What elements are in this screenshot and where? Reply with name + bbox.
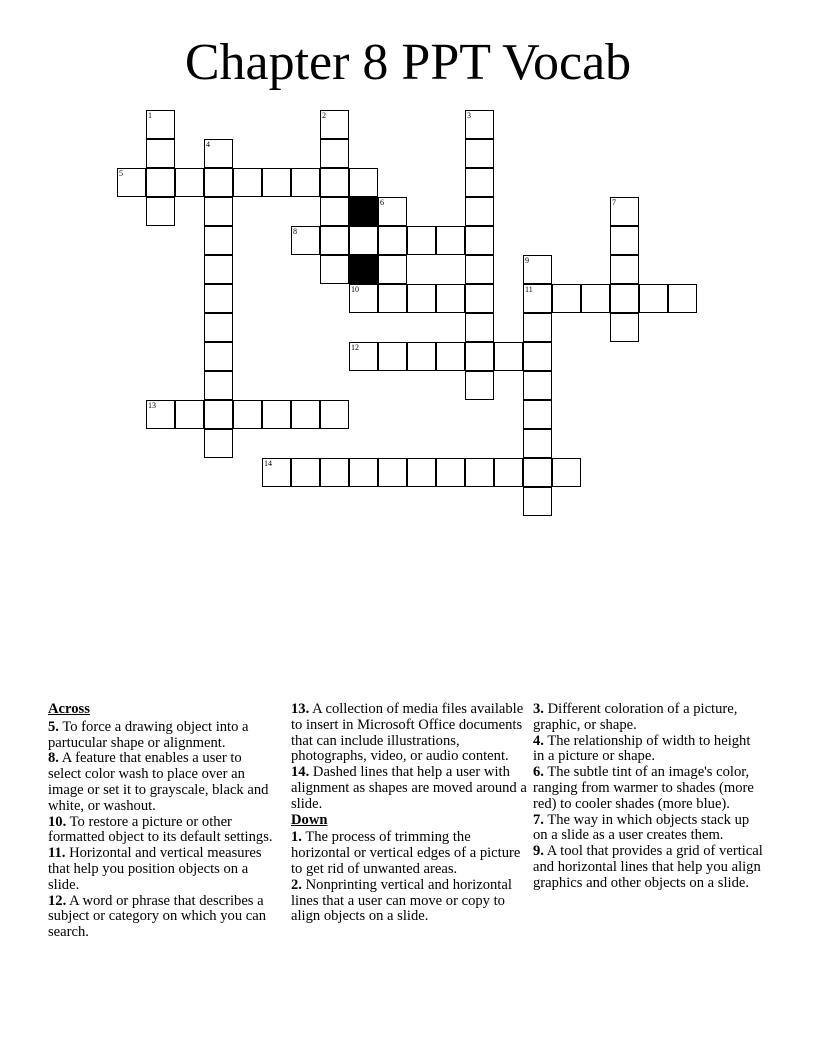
clue-number: 9: [525, 256, 529, 265]
grid-cell[interactable]: [465, 139, 494, 168]
grid-cell[interactable]: [378, 342, 407, 371]
grid-cell[interactable]: [465, 284, 494, 313]
grid-cell[interactable]: [523, 313, 552, 342]
grid-cell[interactable]: [523, 371, 552, 400]
clue-down-6: 6. The subtle tint of an image's color, ranging from warmer to shades (more red) to cooler shades (more blue).: [533, 764, 754, 812]
grid-cell[interactable]: [320, 226, 349, 255]
clue-across-8: 8. A feature that enables a user to select color wash to place over an image or set it to grayscale, black and white, or washout.: [48, 750, 269, 814]
grid-cell[interactable]: [436, 458, 465, 487]
grid-cell[interactable]: [175, 400, 204, 429]
grid-cell[interactable]: [523, 400, 552, 429]
grid-cell[interactable]: [610, 313, 639, 342]
grid-cell[interactable]: [204, 284, 233, 313]
clue-down-2: 2. Nonprinting vertical and horizontal lines that a user can move or copy to align objects on a slide.: [291, 876, 512, 925]
grid-cell[interactable]: [204, 197, 233, 226]
grid-cell[interactable]: [610, 284, 639, 313]
grid-cell[interactable]: [523, 487, 552, 516]
grid-cell[interactable]: [291, 226, 320, 255]
clue-down-1: 1. The process of trimming the horizontal or vertical edges of a picture to get rid of unwanted areas.: [291, 829, 521, 877]
grid-cell[interactable]: [146, 197, 175, 226]
grid-cell[interactable]: [291, 168, 320, 197]
grid-cell[interactable]: [523, 458, 552, 487]
black-cell: [349, 255, 378, 284]
clue-number: 13: [148, 401, 156, 410]
grid-cell[interactable]: [349, 284, 378, 313]
clue-down-9: 9. A tool that provides a grid of vertical and horizontal lines that help you align graphics and other objects on a slide.: [533, 843, 763, 891]
grid-cell[interactable]: [320, 139, 349, 168]
grid-cell[interactable]: [465, 255, 494, 284]
grid-cell[interactable]: [465, 313, 494, 342]
grid-cell[interactable]: [204, 400, 233, 429]
grid-cell[interactable]: [146, 139, 175, 168]
grid-cell[interactable]: [204, 313, 233, 342]
grid-cell[interactable]: [146, 168, 175, 197]
clue-number: 3: [467, 111, 471, 120]
clue-across-12: 12. A word or phrase that describes a subject or category on which you can search.: [48, 892, 267, 941]
clue-down-4: 4. The relationship of width to height in a picture or shape.: [533, 732, 751, 765]
grid-cell[interactable]: [320, 400, 349, 429]
grid-cell[interactable]: [146, 110, 175, 139]
grid-cell[interactable]: [465, 458, 494, 487]
grid-cell[interactable]: [262, 168, 291, 197]
across-heading: Across: [48, 701, 90, 717]
clue-across-10: 10. To restore a picture or other formatted object to its default settings.: [48, 813, 273, 846]
grid-cell[interactable]: [320, 110, 349, 139]
clue-number: 11: [525, 285, 533, 294]
grid-cell[interactable]: [204, 342, 233, 371]
grid-cell[interactable]: [436, 226, 465, 255]
grid-cell[interactable]: [494, 458, 523, 487]
grid-cell[interactable]: [291, 458, 320, 487]
grid-cell[interactable]: [523, 255, 552, 284]
grid-cell[interactable]: [523, 284, 552, 313]
clues-column-3: [533, 702, 765, 892]
grid-cell[interactable]: [436, 284, 465, 313]
grid-cell[interactable]: [465, 226, 494, 255]
grid-cell[interactable]: [233, 400, 262, 429]
clue-number: 2: [322, 111, 326, 120]
grid-cell[interactable]: [465, 110, 494, 139]
grid-cell[interactable]: [407, 284, 436, 313]
grid-cell[interactable]: [349, 226, 378, 255]
grid-cell[interactable]: [320, 168, 349, 197]
grid-cell[interactable]: [610, 226, 639, 255]
clue-across-14: 14. Dashed lines that help a user with alignment as shapes are moved around a slide.: [291, 764, 527, 812]
grid-cell[interactable]: [262, 400, 291, 429]
grid-cell[interactable]: [349, 168, 378, 197]
clue-number: 10: [351, 285, 359, 294]
grid-cell[interactable]: [204, 168, 233, 197]
grid-cell[interactable]: [407, 342, 436, 371]
grid-cell[interactable]: [262, 458, 291, 487]
grid-cell[interactable]: [407, 226, 436, 255]
grid-cell[interactable]: [320, 255, 349, 284]
grid-cell[interactable]: [378, 197, 407, 226]
grid-cell[interactable]: [175, 168, 204, 197]
clue-number: 6: [380, 198, 384, 207]
grid-cell[interactable]: [378, 226, 407, 255]
clue-down-3: 3. Different coloration of a picture, graphic, or shape.: [533, 701, 738, 733]
clues-column-1: [48, 702, 276, 941]
grid-cell[interactable]: [407, 458, 436, 487]
clue-number: 1: [148, 111, 152, 120]
clue-across-11: 11. Horizontal and vertical measures that help you position objects on a slide.: [48, 845, 262, 893]
clues-column-2: [291, 702, 527, 925]
grid-cell[interactable]: [552, 284, 581, 313]
grid-cell[interactable]: [349, 458, 378, 487]
grid-cell[interactable]: [378, 284, 407, 313]
clue-number: 4: [206, 140, 210, 149]
grid-cell[interactable]: [668, 284, 697, 313]
clue-across-5: 5. To force a drawing object into a partucular shape or alignment.: [48, 718, 249, 751]
grid-cell[interactable]: [233, 168, 262, 197]
grid-cell[interactable]: [146, 400, 175, 429]
grid-cell[interactable]: [581, 284, 610, 313]
down-heading: Down: [291, 811, 328, 828]
grid-cell[interactable]: [204, 139, 233, 168]
clue-number: 5: [119, 169, 123, 178]
grid-cell[interactable]: [117, 168, 146, 197]
grid-cell[interactable]: [465, 342, 494, 371]
grid-cell[interactable]: [436, 342, 465, 371]
grid-cell[interactable]: [465, 197, 494, 226]
grid-cell[interactable]: [523, 429, 552, 458]
grid-cell[interactable]: [494, 342, 523, 371]
grid-cell[interactable]: [610, 255, 639, 284]
clue-number: 12: [351, 343, 359, 352]
clue-number: 8: [293, 227, 297, 236]
crossword-grid: [117, 110, 717, 530]
clue-number: 14: [264, 459, 272, 468]
grid-cell[interactable]: [465, 168, 494, 197]
grid-cell[interactable]: [349, 342, 378, 371]
grid-cell[interactable]: [552, 458, 581, 487]
grid-cell[interactable]: [523, 342, 552, 371]
grid-cell[interactable]: [639, 284, 668, 313]
grid-cell[interactable]: [320, 197, 349, 226]
grid-cell[interactable]: [378, 255, 407, 284]
grid-cell[interactable]: [320, 458, 349, 487]
page-title: Chapter 8 PPT Vocab: [184, 34, 632, 91]
grid-cell[interactable]: [291, 400, 320, 429]
grid-cell[interactable]: [204, 371, 233, 400]
clue-across-13: 13. A collection of media files available to insert in Microsoft Office documents that can include illustrations, photographs, video, or audio content.: [291, 701, 524, 765]
black-cell: [349, 197, 378, 226]
grid-cell[interactable]: [204, 255, 233, 284]
grid-cell[interactable]: [204, 429, 233, 458]
clue-down-7: 7. The way in which objects stack up on a slide as a user creates them.: [533, 811, 750, 844]
grid-cell[interactable]: [610, 197, 639, 226]
clue-number: 7: [612, 198, 616, 207]
grid-cell[interactable]: [204, 226, 233, 255]
grid-cell[interactable]: [378, 458, 407, 487]
grid-cell[interactable]: [465, 371, 494, 400]
